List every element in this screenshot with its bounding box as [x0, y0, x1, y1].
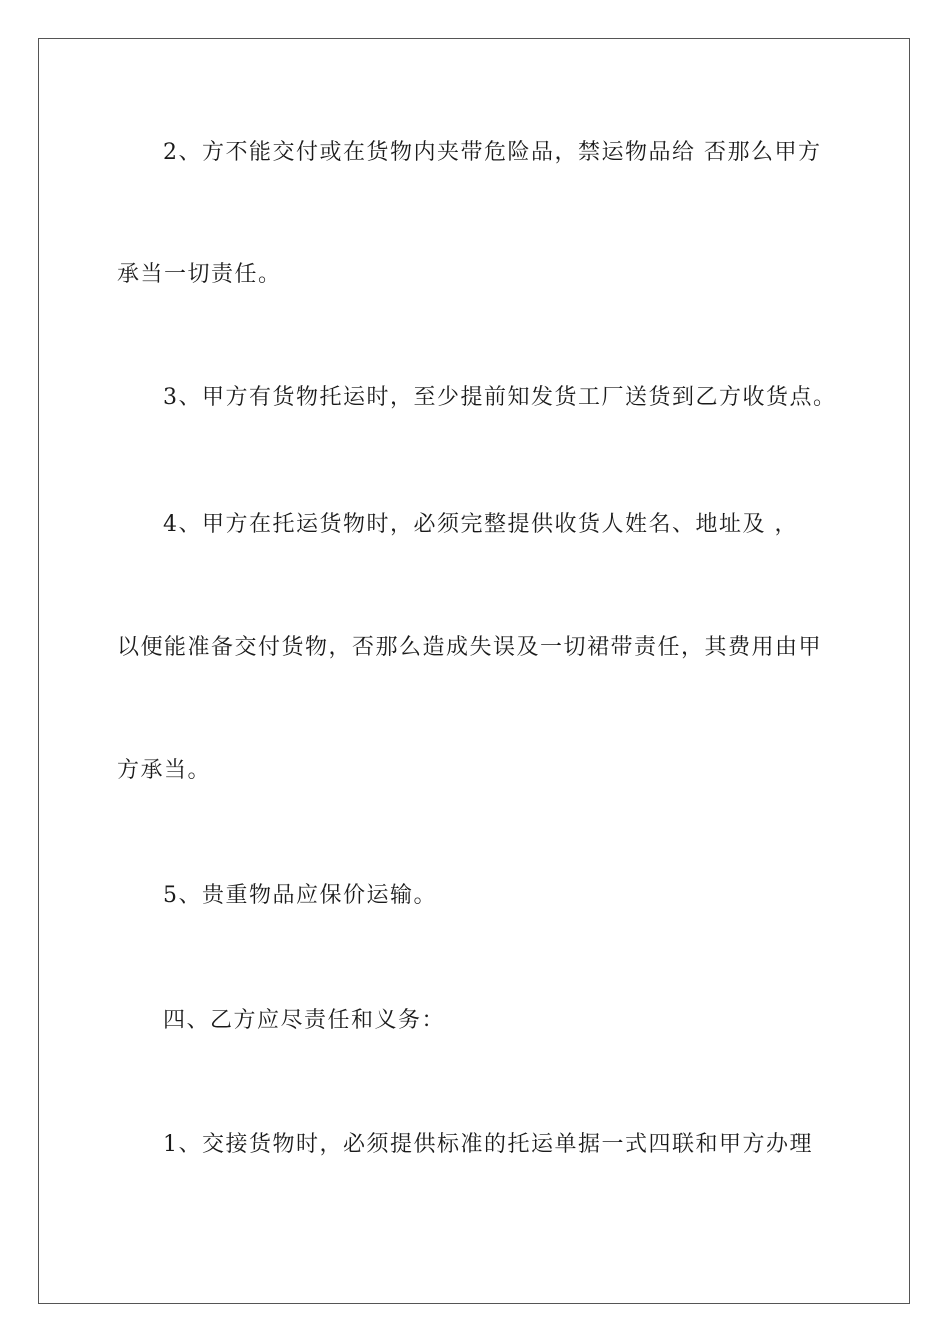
clause-3-line-1: 3、甲方有货物托运时，至少提前知发货工厂送货到乙方收货点。: [163, 385, 837, 410]
page-border: [38, 38, 910, 1304]
section-4-clause-1-line-1: 1、交接货物时，必须提供标准的托运单据一式四联和甲方办理: [163, 1132, 813, 1157]
section-4-heading: 四、乙方应尽责任和义务：: [163, 1008, 446, 1033]
clause-4-line-2: 以便能准备交付货物，否那么造成失误及一切裙带责任，其费用由甲: [117, 635, 823, 660]
clause-5-line-1: 5、贵重物品应保价运输。: [163, 883, 437, 908]
clause-2-line-1: 2、方不能交付或在货物内夹带危险品，禁运物品给 否那么甲方: [163, 140, 822, 165]
clause-2-line-2: 承当一切责任。: [117, 262, 282, 287]
clause-4-line-1: 4、甲方在托运货物时，必须完整提供收货人姓名、地址及 ，: [163, 512, 798, 537]
clause-4-line-3: 方承当。: [117, 758, 212, 783]
